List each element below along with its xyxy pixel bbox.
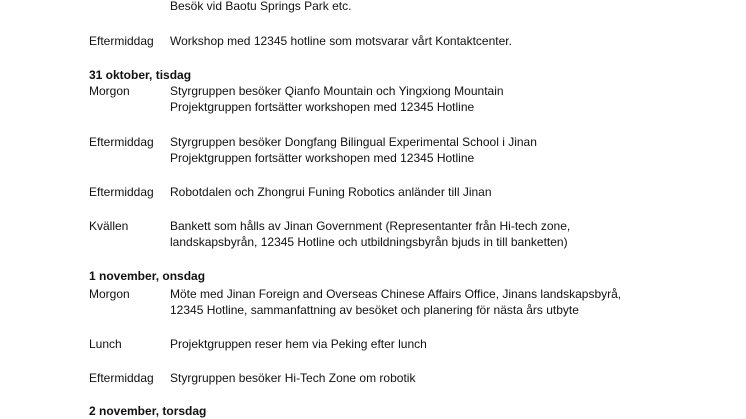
time-label-afternoon: Eftermiddag (89, 135, 154, 149)
activity-line: Projektgruppen fortsätter workshopen med 12345 Hotline (170, 100, 475, 114)
time-label-afternoon: Eftermiddag (89, 185, 154, 199)
activity-line: Projektgruppen reser hem via Peking efter lunch (170, 337, 427, 351)
continuation-text: Besök vid Baotu Springs Park etc. (170, 0, 352, 13)
time-label-afternoon: Eftermiddag (89, 371, 154, 385)
activity-line: 12345 Hotline, sammanfattning av besöket och planering för nästa års utbyte (170, 303, 579, 317)
time-label-morning: Morgon (89, 287, 130, 301)
activity-workshop: Workshop med 12345 hotline som motsvarar vårt Kontaktcenter. (170, 34, 512, 48)
activity-line: Bankett som hålls av Jinan Government (Representanter från Hi-tech zone, (170, 219, 571, 233)
time-label-afternoon: Eftermiddag (89, 34, 154, 48)
time-label-morning: Morgon (89, 84, 130, 98)
activity-line: Styrgruppen besöker Dongfang Bilingual Experimental School i Jinan (170, 135, 537, 149)
activity-line: Robotdalen och Zhongrui Funing Robotics anländer till Jinan (170, 185, 492, 199)
activity-line: Styrgruppen besöker Hi-Tech Zone om robotik (170, 371, 416, 385)
date-heading-oct31: 31 oktober, tisdag (89, 68, 192, 82)
activity-line: landskapsbyrån, 12345 Hotline och utbildningsbyrån bjuds in till banketten) (170, 235, 568, 249)
activity-line: Möte med Jinan Foreign and Overseas Chinese Affairs Office, Jinans landskapsbyrå, (170, 287, 622, 301)
activity-line: Projektgruppen fortsätter workshopen med 12345 Hotline (170, 151, 475, 165)
date-heading-nov2: 2 november, torsdag (89, 404, 207, 418)
date-heading-nov1: 1 november, onsdag (89, 269, 206, 283)
activity-line: Styrgruppen besöker Qianfo Mountain och Yingxiong Mountain (170, 84, 504, 98)
time-label-evening: Kvällen (89, 219, 129, 233)
time-label-lunch: Lunch (89, 337, 122, 351)
